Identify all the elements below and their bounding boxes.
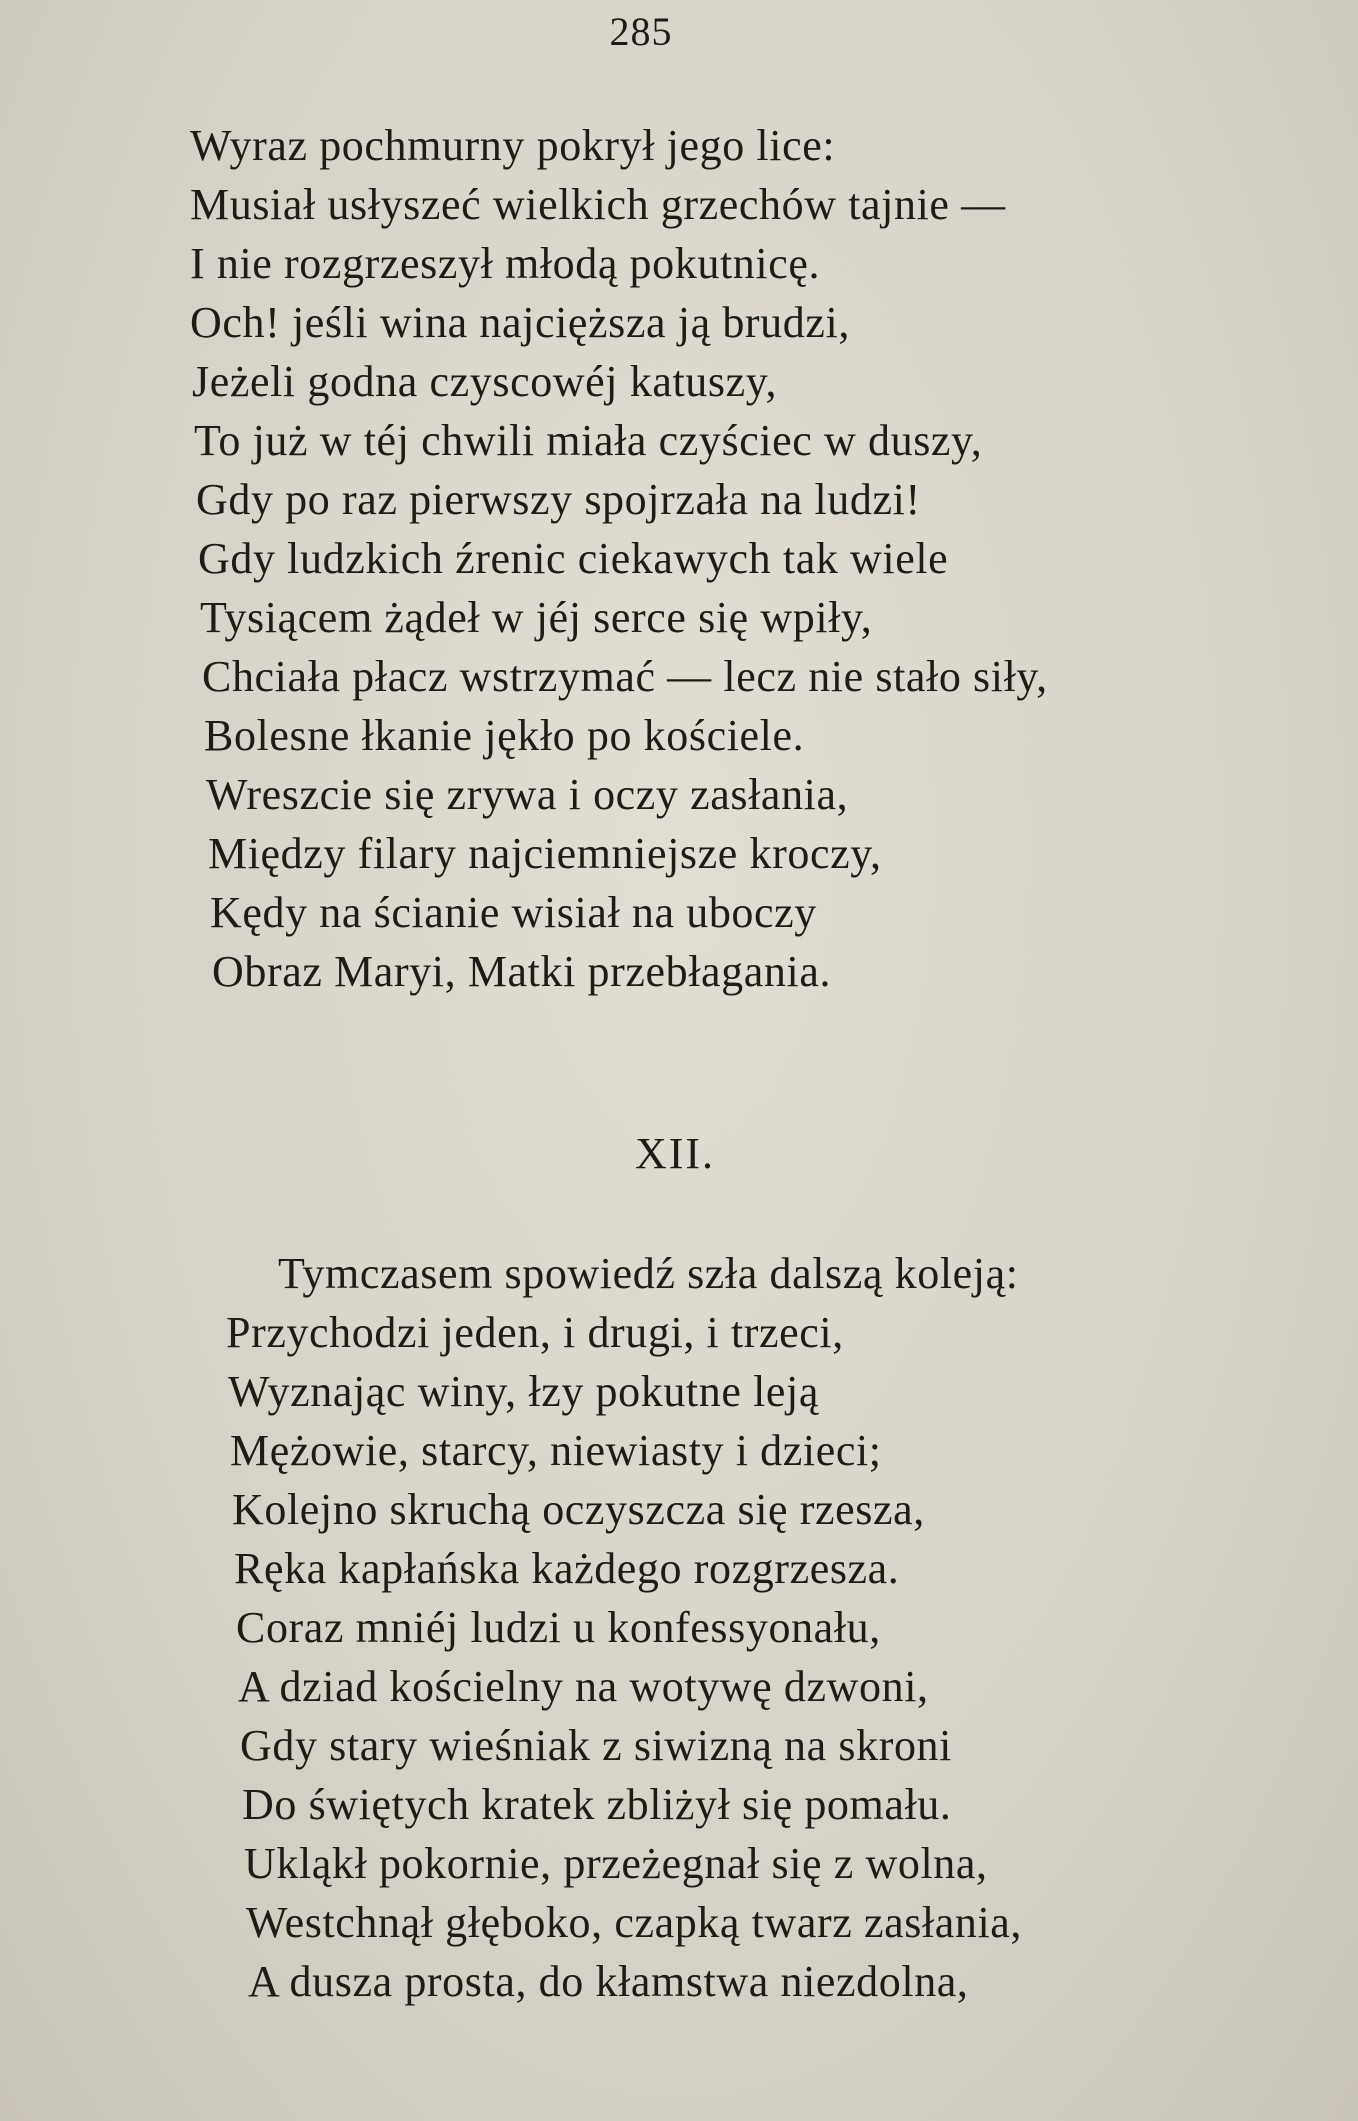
stanza-1	[190, 116, 1048, 1001]
verse-line: Gdy stary wieśniak z siwizną na skroni	[240, 1721, 952, 1770]
verse-line: A dusza prosta, do kłamstwa niezdolna,	[248, 1957, 969, 2006]
verse-line: Tymczasem spowiedź szła dalszą koleją:	[278, 1249, 1019, 1298]
verse-line: Ukląkł pokornie, przeżegnał się z wolna,	[244, 1839, 988, 1888]
stanza-2	[226, 1244, 1022, 2011]
verse-line: Do świętych kratek zbliżył się pomału.	[242, 1780, 952, 1829]
verse-line: Mężowie, starcy, niewiasty i dzieci;	[230, 1426, 882, 1475]
section-heading: XII.	[634, 1129, 716, 1178]
verse-line: Coraz mniéj ludzi u konfessyonału,	[236, 1603, 881, 1652]
verse-line: Bolesne łkanie jękło po kościele.	[204, 711, 805, 760]
verse-line: Westchnął głęboko, czapką twarz zasłania,	[246, 1898, 1023, 1947]
verse-line: Kędy na ścianie wisiał na uboczy	[210, 888, 817, 937]
verse-line: To już w téj chwili miała czyściec w duszy,	[194, 416, 983, 465]
verse-line: Obraz Maryi, Matki przebłagania.	[212, 947, 832, 996]
verse-line: A dziad kościelny na wotywę dzwoni,	[238, 1662, 929, 1711]
verse-line: Och! jeśli wina najcięższa ją brudzi,	[190, 298, 850, 347]
verse-line: Musiał usłyszeć wielkich grzechów tajnie —	[190, 180, 1006, 229]
verse-line: Wyraz pochmurny pokrył jego lice:	[190, 121, 836, 170]
verse-line: Chciała płacz wstrzymać — lecz nie stało siły,	[202, 652, 1048, 701]
verse-line: Tysiącem żądeł w jéj serce się wpiły,	[200, 593, 873, 642]
page-number: 285	[609, 9, 673, 54]
verse-line: Kolejno skruchą oczyszcza się rzesza,	[232, 1485, 925, 1534]
verse-line: Jeżeli godna czyscowéj katuszy,	[192, 357, 778, 406]
verse-line: Wyznając winy, łzy pokutne leją	[228, 1367, 819, 1416]
verse-line: Ręka kapłańska każdego rozgrzesza.	[234, 1544, 900, 1593]
verse-line: Gdy ludzkich źrenic ciekawych tak wiele	[198, 534, 949, 583]
verse-line: Wreszcie się zrywa i oczy zasłania,	[206, 770, 849, 819]
verse-line: I nie rozgrzeszył młodą pokutnicę.	[190, 239, 821, 288]
verse-line: Przychodzi jeden, i drugi, i trzeci,	[226, 1308, 844, 1357]
verse-line: Między filary najciemniejsze kroczy,	[208, 829, 882, 878]
verse-line: Gdy po raz pierwszy spojrzała na ludzi!	[196, 475, 921, 524]
